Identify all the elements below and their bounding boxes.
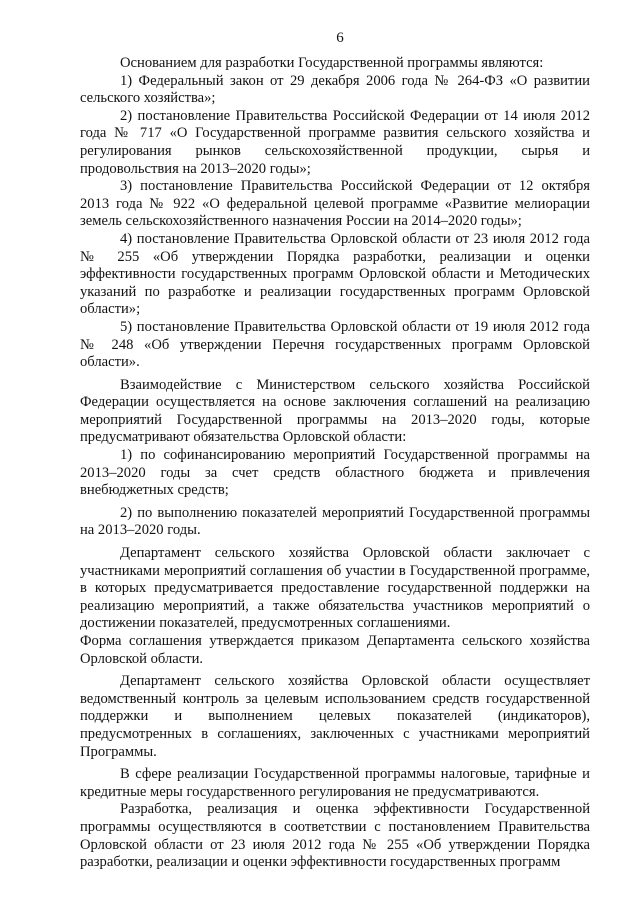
paragraph-basis-item-4: 4) постановление Правительства Орловской области от 23 июля 2012 года № 255 «Об утверждении Порядка разработки, реализации и оценки эффективности государственных программ Орловской области и Методических указаний по разработке и реализации государственных программ Орловской области»; <box>80 230 590 318</box>
paragraph-basis-item-3: 3) постановление Правительства Российской Федерации от 12 октября 2013 года № 922 «О федеральной целевой программе «Развитие мелиорации земель сельскохозяйственного назначения России на 2014–2020 годы»; <box>80 178 590 230</box>
paragraph-basis-item-5: 5) постановление Правительства Орловской области от 19 июля 2012 года № 248 «Об утверждении Перечня государственных программ Орловской области». <box>80 318 590 371</box>
paragraph-basis-item-2: 2) постановление Правительства Российской Федерации от 14 июля 2012 года № 717 «О Государственной программе развития сельского хозяйства и регулирования рынков сельскохозяйственной продукции, сырья и продовольствия на 2013–2020 годы»; <box>80 107 590 177</box>
paragraph-obligation-1: 1) по софинансированию мероприятий Государственной программы на 2013–2020 годы за счет средств областного бюджета и привлечения внебюджетных средств; <box>80 447 590 499</box>
paragraph-obligation-2: 2) по выполнению показателей мероприятий Государственной программы на 2013–2020 годы. <box>80 504 590 539</box>
paragraph-department-agreements: Департамент сельского хозяйства Орловской области заключает с участниками мероприятий соглашения об участии в Государственной программе, в которых предусматривается предоставление государственной поддержки на реализацию мероприятий, а также обязательства участников мероприятий о достижении показателей, предусмотренных соглашениями. <box>80 545 590 632</box>
page-number: 6 <box>336 30 344 46</box>
paragraph-basis-item-1: 1) Федеральный закон от 29 декабря 2006 года № 264-ФЗ «О развитии сельского хозяйства»; <box>80 72 590 107</box>
document-body <box>80 55 590 872</box>
paragraph-regulation-measures: В сфере реализации Государственной программы налоговые, тарифные и кредитные меры государственного регулирования не предусматриваются. <box>80 766 590 800</box>
paragraph-agreement-form: Форма соглашения утверждается приказом Департамента сельского хозяйства Орловской области. <box>80 633 590 667</box>
paragraph-development-evaluation: Разработка, реализация и оценка эффективности Государственной программы осуществляются в соответствии с постановлением Правительства Орловской области от 23 июля 2012 года № 255 «Об утверждении Порядка разработки, реализации и оценки эффективности государственных программ <box>80 801 590 871</box>
paragraph-department-control: Департамент сельского хозяйства Орловской области осуществляет ведомственный контроль за целевым использованием средств государственной поддержки и выполнением целевых показателей (индикаторов), предусмотренных в соглашениях, заключенных с участниками мероприятий Программы. <box>80 673 590 760</box>
paragraph-basis-intro: Основанием для разработки Государственной программы являются: <box>120 55 544 71</box>
paragraph-ministry-interaction: Взаимодействие с Министерством сельского хозяйства Российской Федерации осуществляется на основе заключения соглашений на реализацию мероприятий Государственной программы на 2013–2020 годы, которые предусматривают обязательства Орловской области: <box>80 376 590 446</box>
